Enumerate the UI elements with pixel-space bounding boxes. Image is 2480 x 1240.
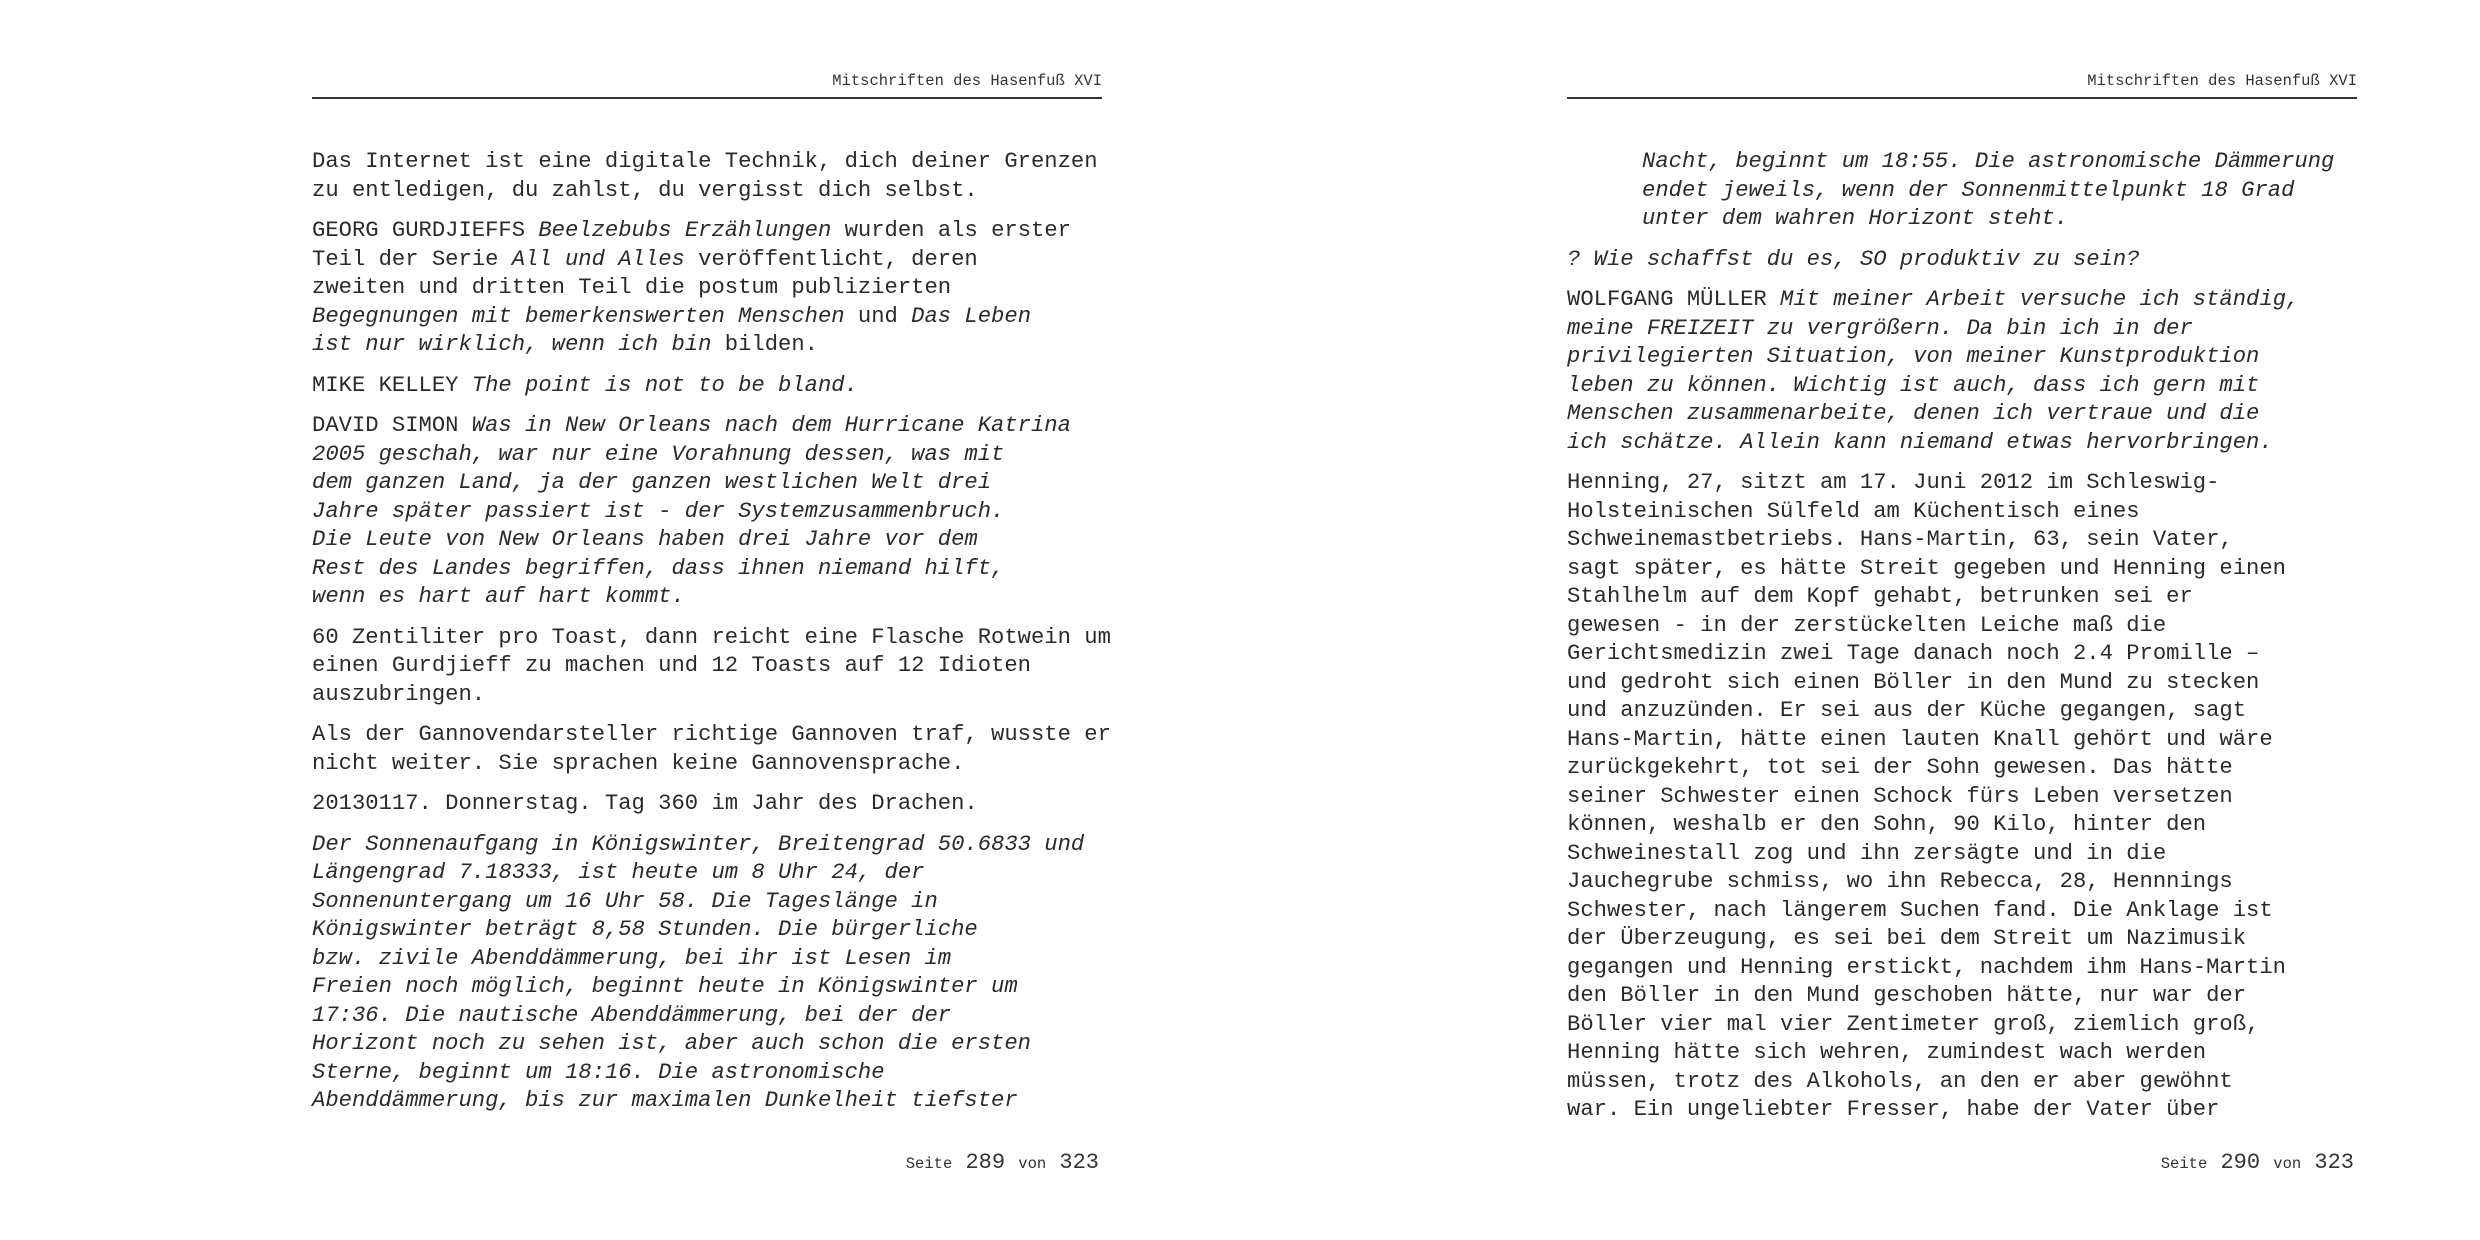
body-text: Stahlhelm auf dem Kopf gehabt, betrunken sei er xyxy=(1567,584,2193,609)
italic-text: Die Leute von New Orleans haben drei Jahre vor dem xyxy=(312,527,978,552)
paragraph xyxy=(312,217,1102,360)
text-line xyxy=(1567,343,2357,372)
italic-text: Längengrad 7.18333, ist heute um 8 Uhr 24, der xyxy=(312,860,925,885)
italic-text: Der Sonnenaufgang in Königswinter, Breitengrad 50.6833 und xyxy=(312,831,1085,857)
body-text: Böller vier mal vier Zentimeter groß, ziemlich groß, xyxy=(1567,1011,2260,1037)
body-text: Schweinemastbetriebs. Hans-Martin, 63, sein Vater, xyxy=(1567,527,2233,552)
text-line xyxy=(312,331,1102,360)
body-text: Schweinestall zog und ihn zersägte und in die xyxy=(1567,840,2167,866)
body-text: müssen, trotz des Alkohols, an den er aber gewöhnt xyxy=(1567,1068,2233,1094)
page-current: 290 xyxy=(2220,1150,2261,1175)
body-text: 20130117. Donnerstag. Tag 360 im Jahr des Drachen. xyxy=(312,791,978,816)
paragraph xyxy=(1567,246,2357,275)
italic-text: Sterne, beginnt um 18:16. Die astronomische xyxy=(312,1059,885,1085)
paragraph xyxy=(312,148,1102,205)
italic-text: Horizont noch zu sehen ist, aber auch schon die ersten xyxy=(312,1031,1031,1056)
right-page-paragraphs xyxy=(1567,246,2357,1125)
page-total: 323 xyxy=(1059,1150,1099,1175)
text-line xyxy=(312,498,1102,527)
italic-text: Beelzebubs Erzählungen xyxy=(538,218,832,243)
text-line xyxy=(1567,640,2357,669)
body-text: WOLFGANG MÜLLER xyxy=(1567,287,1781,312)
text-line xyxy=(1642,148,2357,177)
italic-text: Sonnenuntergang um 16 Uhr 58. Die Tageslänge in xyxy=(312,888,938,914)
text-line xyxy=(1567,897,2357,926)
right-page-body xyxy=(1567,148,2357,1137)
body-text: nicht weiter. Sie sprachen keine Gannovensprache. xyxy=(312,750,965,776)
text-line xyxy=(312,750,1102,779)
text-line xyxy=(1567,726,2357,755)
italic-text: Freien noch möglich, beginnt heute in Königswinter um xyxy=(312,974,1018,999)
italic-text: privilegierten Situation, von meiner Kunstproduktion xyxy=(1567,344,2260,369)
paragraph xyxy=(312,412,1102,612)
text-line xyxy=(312,441,1102,470)
text-line xyxy=(312,372,1102,401)
text-line xyxy=(312,1087,1102,1116)
text-line xyxy=(1567,982,2357,1011)
continued-paragraph xyxy=(1567,148,2357,234)
body-text: zurückgekehrt, tot sei der Sohn gewesen. Das hätte xyxy=(1567,755,2233,780)
text-line xyxy=(312,624,1111,653)
text-line xyxy=(1567,1068,2357,1097)
text-line xyxy=(1567,954,2357,983)
italic-text: ist nur wirklich, wenn ich bin xyxy=(312,332,712,357)
text-line xyxy=(312,831,1102,860)
body-text: Henning, 27, sitzt am 17. Juni 2012 im Schleswig- xyxy=(1567,470,2220,495)
text-line xyxy=(312,217,1102,246)
body-text: können, weshalb er den Sohn, 90 Kilo, hinter den xyxy=(1567,812,2207,837)
running-head: Mitschriften des Hasenfuß XVI xyxy=(832,72,1102,90)
text-line xyxy=(312,412,1102,441)
text-line xyxy=(312,274,1102,303)
body-text: war. Ein ungeliebter Fresser, habe der Vater über xyxy=(1567,1097,2220,1122)
text-line xyxy=(312,790,1102,819)
paragraph xyxy=(1567,286,2357,457)
text-line xyxy=(1567,372,2357,401)
text-line xyxy=(312,246,1102,275)
body-text: bilden. xyxy=(711,332,818,357)
italic-text: The point is not to be bland. xyxy=(471,372,858,398)
body-text: Teil der Serie xyxy=(312,246,512,272)
text-line xyxy=(1567,1039,2357,1068)
body-text: GEORG GURDJIEFFS xyxy=(312,218,539,243)
page-current: 289 xyxy=(965,1150,1006,1175)
italic-text: Mit meiner Arbeit versuche ich ständig, xyxy=(1780,287,2300,312)
text-line xyxy=(312,555,1102,584)
paragraph xyxy=(312,372,1102,401)
page-label: Seite xyxy=(905,1155,953,1173)
page-label: Seite xyxy=(2160,1155,2208,1173)
italic-text: Menschen zusammenarbeite, denen ich vertraue und die xyxy=(1567,401,2260,426)
text-line xyxy=(1567,498,2357,527)
text-line xyxy=(312,526,1102,555)
text-line xyxy=(1567,429,2357,458)
text-line xyxy=(312,652,1102,681)
text-line xyxy=(312,1059,1102,1088)
text-line xyxy=(1567,555,2357,584)
paragraph xyxy=(312,721,1111,778)
text-line xyxy=(312,469,1102,498)
text-line xyxy=(1567,246,2357,275)
italic-text: Rest des Landes begriffen, dass ihnen niemand hilft, xyxy=(312,555,1005,581)
body-text: DAVID SIMON xyxy=(312,413,472,438)
italic-text: Nacht, beginnt um 18:55. Die astronomische Dämmerung xyxy=(1642,149,2335,174)
body-text: veröffentlicht, deren xyxy=(684,246,978,272)
italic-text: Was in New Orleans nach dem Hurricane Katrina xyxy=(471,413,1071,438)
italic-text: meine FREIZEIT zu vergrößern. Da bin ich in der xyxy=(1567,315,2193,341)
text-line xyxy=(1567,840,2357,869)
italic-text: Begegnungen mit bemerkenswerten Menschen xyxy=(312,303,845,329)
text-line xyxy=(1567,783,2357,812)
text-line xyxy=(312,916,1102,945)
text-line xyxy=(312,148,1102,177)
body-text: der Überzeugung, es sei bei dem Streit um Nazimusik xyxy=(1567,926,2247,951)
body-text: gewesen - in der zerstückelten Leiche maß die xyxy=(1567,612,2167,638)
paragraph xyxy=(1567,469,2357,1125)
page-separator: von xyxy=(2273,1155,2302,1173)
body-text: zweiten und dritten Teil die postum publizierten xyxy=(312,275,952,300)
body-text: auszubringen. xyxy=(312,681,486,707)
text-line xyxy=(1567,286,2357,315)
body-text: seiner Schwester einen Schock fürs Leben versetzen xyxy=(1567,783,2233,809)
body-text: Jauchegrube schmiss, wo ihn Rebecca, 28, Hennnings xyxy=(1567,869,2233,894)
text-line xyxy=(1567,612,2357,641)
running-head: Mitschriften des Hasenfuß XVI xyxy=(2087,72,2357,90)
italic-text: bzw. zivile Abenddämmerung, bei ihr ist Lesen im xyxy=(312,945,952,971)
body-text: und anzuzünden. Er sei aus der Küche gegangen, sagt xyxy=(1567,698,2247,723)
body-text: Hans-Martin, hätte einen lauten Knall gehört und wäre xyxy=(1567,726,2273,752)
text-line xyxy=(1567,925,2357,954)
italic-text: wenn es hart auf hart kommt. xyxy=(312,584,685,609)
text-line xyxy=(1642,205,2357,234)
italic-text: Abenddämmerung, bis zur maximalen Dunkelheit tiefster xyxy=(312,1088,1018,1113)
italic-text: unter dem wahren Horizont steht. xyxy=(1642,206,2069,231)
italic-text: dem ganzen Land, ja der ganzen westlichen Welt drei xyxy=(312,470,992,495)
text-line xyxy=(1567,1011,2357,1040)
text-line xyxy=(312,888,1102,917)
page-total: 323 xyxy=(2314,1150,2354,1175)
text-line xyxy=(312,1002,1102,1031)
body-text: 60 Zentiliter pro Toast, dann reicht eine Flasche Rotwein um xyxy=(312,624,1111,650)
header-rule xyxy=(312,97,1102,99)
body-text: sagt später, es hätte Streit gegeben und Henning einen xyxy=(1567,555,2286,581)
italic-text: Königswinter beträgt 8,58 Stunden. Die bürgerliche xyxy=(312,917,978,942)
left-page-body xyxy=(312,148,1111,1128)
text-line xyxy=(312,859,1102,888)
page-separator: von xyxy=(1018,1155,1047,1173)
italic-text: ich schätze. Allein kann niemand etwas hervorbringen. xyxy=(1567,429,2273,455)
italic-text: Das Leben xyxy=(911,303,1032,329)
body-text: einen Gurdjieff zu machen und 12 Toasts auf 12 Idioten xyxy=(312,653,1031,678)
italic-text: 17:36. Die nautische Abenddämmerung, bei der der xyxy=(312,1002,952,1028)
page-number xyxy=(2161,1150,2354,1175)
text-line xyxy=(1567,811,2357,840)
paragraph xyxy=(312,790,1102,819)
italic-text: leben zu können. Wichtig ist auch, dass ich gern mit xyxy=(1567,372,2260,398)
italic-text: ? Wie schaffst du es, SO produktiv zu sein? xyxy=(1567,246,2140,272)
text-line xyxy=(312,681,1102,710)
text-line xyxy=(1567,583,2357,612)
text-line xyxy=(1567,315,2357,344)
text-line xyxy=(1567,1096,2357,1125)
body-text: Holsteinischen Sülfeld am Küchentisch eines xyxy=(1567,498,2140,524)
text-line xyxy=(312,583,1102,612)
body-text: Schwester, nach längerem Suchen fand. Die Anklage ist xyxy=(1567,897,2273,923)
italic-text: All und Alles xyxy=(511,246,685,272)
left-page xyxy=(312,0,1111,1240)
text-line xyxy=(1567,868,2357,897)
body-text: Das Internet ist eine digitale Technik, dich deiner Grenzen xyxy=(312,149,1098,174)
body-text: Henning hätte sich wehren, zumindest wach werden xyxy=(1567,1040,2207,1065)
text-line xyxy=(312,1030,1102,1059)
body-text: den Böller in den Mund geschoben hätte, nur war der xyxy=(1567,983,2247,1008)
text-line xyxy=(1567,754,2357,783)
text-line xyxy=(312,721,1111,750)
paragraph xyxy=(312,624,1111,710)
right-page xyxy=(1567,0,2357,1240)
body-text: Gerichtsmedizin zwei Tage danach noch 2.4 Promille – xyxy=(1567,641,2260,666)
text-line xyxy=(1567,526,2357,555)
body-text: und gedroht sich einen Böller in den Mund zu stecken xyxy=(1567,669,2260,695)
body-text: gegangen und Henning erstickt, nachdem ihm Hans-Martin xyxy=(1567,954,2286,980)
text-line xyxy=(312,973,1102,1002)
text-line xyxy=(312,945,1102,974)
text-line xyxy=(312,177,1102,206)
body-text: und xyxy=(844,303,912,329)
text-line xyxy=(1567,400,2357,429)
paragraph xyxy=(312,831,1102,1116)
text-line xyxy=(1567,697,2357,726)
italic-text: 2005 geschah, war nur eine Vorahnung dessen, was mit xyxy=(312,441,1005,467)
body-text: Als der Gannovendarsteller richtige Gannoven traf, wusste er xyxy=(312,722,1111,747)
text-line xyxy=(1642,177,2357,206)
header-rule xyxy=(1567,97,2357,99)
body-text: wurden als erster xyxy=(831,218,1071,243)
italic-text: endet jeweils, wenn der Sonnenmittelpunkt 18 Grad xyxy=(1642,177,2295,203)
page-number xyxy=(906,1150,1099,1175)
text-line xyxy=(1567,669,2357,698)
body-text: zu entledigen, du zahlst, du vergisst dich selbst. xyxy=(312,177,978,203)
text-line xyxy=(312,303,1102,332)
italic-text: Jahre später passiert ist - der Systemzusammenbruch. xyxy=(312,498,1005,524)
body-text: MIKE KELLEY xyxy=(312,372,472,398)
text-line xyxy=(1567,469,2357,498)
